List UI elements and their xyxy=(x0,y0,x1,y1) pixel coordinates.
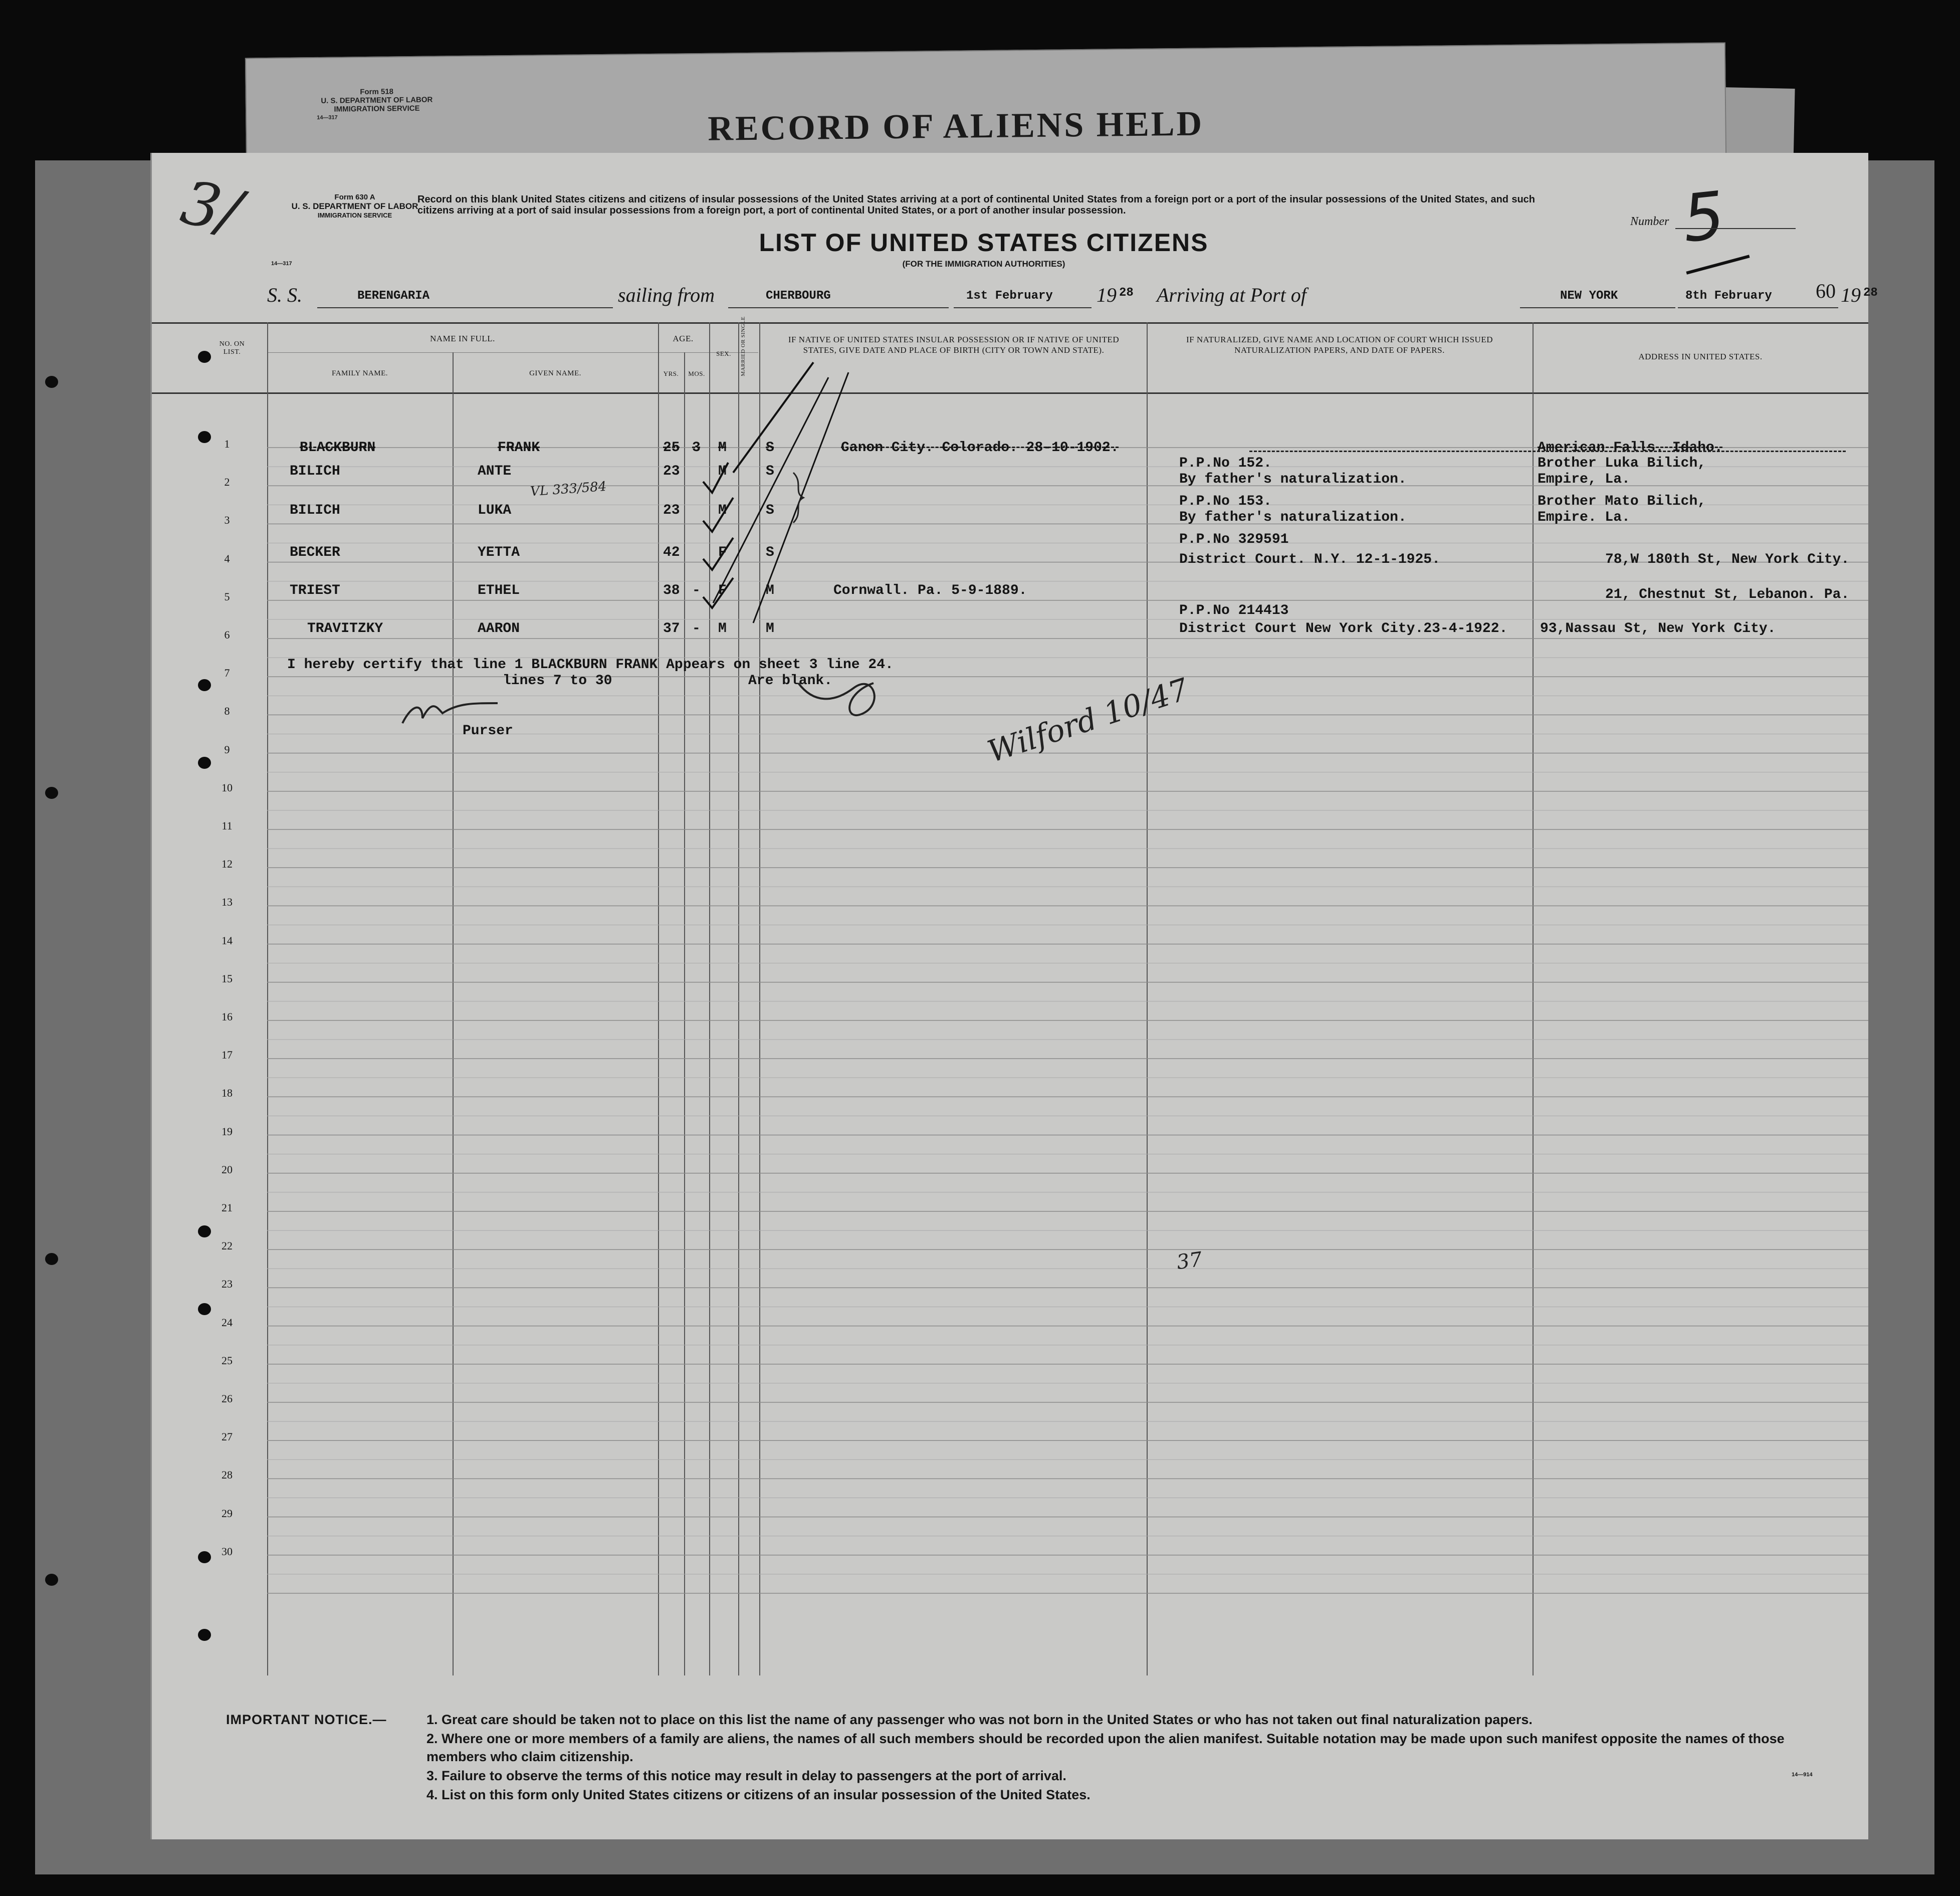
line-number: 23 xyxy=(222,1278,233,1291)
line-number: 19 xyxy=(222,1125,233,1138)
purser-label: Purser xyxy=(463,723,513,739)
page-title: LIST OF UNITED STATES CITIZENS xyxy=(759,229,1209,257)
address-line-1: 93,Nassau St, New York City. xyxy=(1540,621,1776,637)
pen-marks xyxy=(152,322,1868,823)
age-years: 23 xyxy=(663,503,680,518)
line-number: 22 xyxy=(222,1239,233,1252)
year-prefix-from: 19 xyxy=(1097,284,1117,306)
binder-hole xyxy=(198,757,211,769)
header-sex: SEX. xyxy=(716,350,731,357)
certification-line-2: lines 7 to 30 xyxy=(503,673,612,689)
printer-code-bottom: 14—914 xyxy=(1792,1772,1813,1778)
instructions-text: Record on this blank United States citizens and citizens of insular possessions of the United States arriving at a port of continental United States from a foreign port or a port of the insular possessions of the United States, and such citizens arriving at a port of said insular possessions from a foreign port, a port of continental United States, or a port of another insular possession. xyxy=(417,194,1535,216)
ship-underline xyxy=(317,307,613,308)
background-printer-code: 14—317 xyxy=(317,114,338,121)
arrival-date-underline xyxy=(1678,307,1838,308)
line-number: 5 xyxy=(224,590,230,603)
line-number: 18 xyxy=(222,1087,233,1100)
binder-hole xyxy=(198,1225,211,1237)
slash-mark xyxy=(713,377,828,603)
notice-item-2: 2. Where one or more members of a family are aliens, the names of all such members should be recorded upon the alien manifest. Suitable notation may be made upon such manifest opposite the names of those members who claim citizenship. xyxy=(426,1731,1785,1764)
given-name: FRANK xyxy=(498,440,540,456)
binder-hole xyxy=(45,1253,58,1265)
address-line-2: Empire. La. xyxy=(1538,510,1630,525)
notice-label: IMPORTANT NOTICE.— xyxy=(226,1712,387,1727)
line-number: 1 xyxy=(224,438,230,450)
age-months: - xyxy=(692,583,701,598)
check-mark xyxy=(703,498,733,532)
port-from-underline xyxy=(728,307,949,308)
line-number: 30 xyxy=(222,1545,233,1558)
background-form-block xyxy=(317,87,438,122)
naturalization-line-2: District Court. N.Y. 12-1-1925. xyxy=(1179,552,1440,567)
service: IMMIGRATION SERVICE xyxy=(317,212,392,219)
binder-hole xyxy=(198,351,211,363)
sex: M xyxy=(718,464,727,479)
given-name: YETTA xyxy=(478,545,520,560)
background-service: IMMIGRATION SERVICE xyxy=(334,104,420,114)
check-mark xyxy=(703,463,728,493)
line-number: 24 xyxy=(222,1316,233,1329)
line-number: 21 xyxy=(222,1201,233,1214)
sex: M xyxy=(718,503,727,518)
family-name: BILICH xyxy=(290,464,340,479)
line-number: 12 xyxy=(222,858,233,871)
address-line-1: American Falls. Idaho. xyxy=(1538,440,1723,456)
family-name: TRAVITZKY xyxy=(307,621,383,637)
marital-status: M xyxy=(766,583,774,598)
ss-label: S. S. xyxy=(267,284,302,306)
sailing-date: 1st February xyxy=(966,289,1053,303)
family-name: BILICH xyxy=(290,503,340,518)
ship-name: BERENGARIA xyxy=(357,289,430,303)
port-to-underline xyxy=(1520,307,1675,308)
page-subtitle: (FOR THE IMMIGRATION AUTHORITIES) xyxy=(902,259,1065,269)
stamp-code: VL 333/584 xyxy=(530,479,607,500)
printer-code-top: 14—317 xyxy=(271,261,292,267)
age-months: - xyxy=(692,621,701,637)
age-months: 3 xyxy=(692,440,701,456)
line-number: 6 xyxy=(224,628,230,641)
birth-info: Cornwall. Pa. 5-9-1889. xyxy=(833,583,1027,598)
line-number: 29 xyxy=(222,1507,233,1520)
line-number: 10 xyxy=(222,781,233,794)
line-number: 26 xyxy=(222,1392,233,1405)
family-name: BLACKBURN xyxy=(300,440,376,456)
sailing-from-label: sailing from xyxy=(618,284,715,306)
certification-line-2b: Are blank. xyxy=(748,673,833,689)
header-name-in-full: NAME IN FULL. xyxy=(430,334,495,343)
binder-hole xyxy=(198,431,211,443)
family-name: TRIEST xyxy=(290,583,340,598)
year-from: 28 xyxy=(1119,286,1134,300)
line-number: 14 xyxy=(222,934,233,947)
marital-status: S xyxy=(766,440,774,456)
address-line-1: 21, Chestnut St, Lebanon. Pa. xyxy=(1605,587,1850,602)
address-line-1: Brother Luka Bilich, xyxy=(1538,456,1706,471)
certification-line-1: I hereby certify that line 1 BLACKBURN FRANK Appears on sheet 3 line 24. xyxy=(287,657,894,673)
header-family-name: FAMILY NAME. xyxy=(332,369,388,377)
year-prefix-to: 19 xyxy=(1841,284,1861,306)
background-title: RECORD OF ALIENS HELD xyxy=(708,104,1204,148)
sheet-number: 60 xyxy=(1816,280,1836,302)
background-sheet xyxy=(245,43,1726,170)
header-given-name: GIVEN NAME. xyxy=(529,369,581,377)
header-native: IF NATIVE OF UNITED STATES INSULAR POSSESSION OR IF NATIVE OF UNITED STATES, GIVE DATE AND PLACE OF BIRTH (CITY OR TOWN AND STATE). xyxy=(788,335,1120,355)
age-years: 37 xyxy=(663,621,680,637)
naturalization-line-1: P.P.No 153. xyxy=(1179,494,1272,509)
marital-status: S xyxy=(766,545,774,560)
voyage-row xyxy=(267,283,1878,313)
sailing-date-underline xyxy=(954,307,1092,308)
line-number: 20 xyxy=(222,1163,233,1176)
page-37-mark: 37 xyxy=(1175,1247,1204,1275)
line-number: 4 xyxy=(224,552,230,565)
line-number: 8 xyxy=(224,705,230,718)
flourish xyxy=(798,683,875,715)
line-number: 11 xyxy=(222,819,233,832)
naturalization-line-1: P.P.No 329591 xyxy=(1179,532,1289,547)
pen-dash-mark xyxy=(1686,255,1750,274)
age-years: 42 xyxy=(663,545,680,560)
department: U. S. DEPARTMENT OF LABOR xyxy=(291,201,418,211)
line-number: 16 xyxy=(222,1010,233,1023)
line-number: 17 xyxy=(222,1048,233,1062)
notice-item-3: 3. Failure to observe the terms of this notice may result in delay to passengers at the port of arrival. xyxy=(426,1768,1066,1783)
age-years: 23 xyxy=(663,464,680,479)
binder-hole xyxy=(198,1551,211,1563)
naturalization-line-2: By father's naturalization. xyxy=(1179,472,1407,487)
header-mos: MOS. xyxy=(688,370,705,377)
naturalization-line-1: P.P.No 152. xyxy=(1179,456,1272,471)
sex: M xyxy=(718,621,727,637)
header-yrs: YRS. xyxy=(663,370,679,377)
sex: F xyxy=(718,545,727,560)
line-number: 28 xyxy=(222,1468,233,1482)
number-value: 5 xyxy=(1679,177,1728,257)
sex: F xyxy=(718,583,727,598)
header-no-on-list: NO. ON LIST. xyxy=(219,340,245,356)
binder-hole xyxy=(45,1574,58,1586)
birth-info: Canon City. Colorado. 28-10-1902. xyxy=(841,440,1119,456)
line-number: 9 xyxy=(224,743,230,756)
given-name: LUKA xyxy=(478,503,512,518)
form-block xyxy=(272,193,438,220)
scrawl-annotation: Wilford 10/47 xyxy=(983,672,1193,770)
background-department: U. S. DEPARTMENT OF LABOR xyxy=(321,95,433,105)
passenger-entries xyxy=(152,322,1868,1675)
naturalization-line-1: P.P.No 214413 xyxy=(1179,603,1289,618)
notice-item-4: 4. List on this form only United States citizens or citizens of an insular possession of the United States. xyxy=(426,1787,1091,1802)
given-name: ETHEL xyxy=(478,583,520,598)
address-line-2: Empire, La. xyxy=(1538,472,1630,487)
header-married-single: MARRIED OR SINGLE xyxy=(740,316,746,376)
address-line-1: 78,W 180th St, New York City. xyxy=(1605,552,1850,567)
line-number: 2 xyxy=(224,476,230,489)
binder-hole xyxy=(45,376,58,388)
port-to: NEW YORK xyxy=(1560,289,1618,303)
binder-hole xyxy=(198,679,211,691)
arrival-date: 8th February xyxy=(1685,289,1772,303)
notice-item-1: 1. Great care should be taken not to place on this list the name of any passenger who was not born in the United States or who has not taken out final naturalization papers. xyxy=(426,1712,1533,1727)
line-number: 15 xyxy=(222,972,233,985)
header-age: AGE. xyxy=(673,334,694,343)
header-naturalized: IF NATURALIZED, GIVE NAME AND LOCATION OF COURT WHICH ISSUED NATURALIZATION PAPERS, AND DATE OF PAPERS. xyxy=(1186,335,1493,355)
marital-status: M xyxy=(766,621,774,637)
address-line-1: Brother Mato Bilich, xyxy=(1538,494,1706,509)
given-name: ANTE xyxy=(478,464,512,479)
header-address: ADDRESS IN UNITED STATES. xyxy=(1638,352,1763,361)
sex: M xyxy=(718,440,727,456)
check-mark xyxy=(703,538,733,570)
line-number: 27 xyxy=(222,1430,233,1443)
binder-hole xyxy=(198,1303,211,1315)
number-label: Number xyxy=(1630,215,1669,228)
number-underline xyxy=(1675,228,1796,229)
age-years: 38 xyxy=(663,583,680,598)
line-number: 3 xyxy=(224,514,230,527)
marital-status: S xyxy=(766,464,774,479)
port-from: CHERBOURG xyxy=(766,289,831,303)
year-to: 28 xyxy=(1863,286,1878,300)
binder-hole xyxy=(198,1629,211,1641)
age-years: 25 xyxy=(663,440,680,456)
naturalization-line-2: District Court New York City.23-4-1922. xyxy=(1179,621,1508,637)
family-name: BECKER xyxy=(290,545,340,560)
signature xyxy=(402,703,498,723)
marital-status: S xyxy=(766,503,774,518)
manifest-page xyxy=(150,153,1878,1839)
given-name: AARON xyxy=(478,621,520,637)
arriving-label: Arriving at Port of xyxy=(1157,284,1306,306)
line-number: 7 xyxy=(224,667,230,680)
line-number: 25 xyxy=(222,1354,233,1367)
corner-mark: 3/ xyxy=(175,167,247,248)
line-number: 13 xyxy=(222,896,233,909)
naturalization-line-2: By father's naturalization. xyxy=(1179,510,1407,525)
slash-mark xyxy=(733,362,813,473)
form-number: Form 630 A xyxy=(334,193,375,201)
background-form-number: Form 518 xyxy=(360,87,394,97)
binder-hole xyxy=(45,787,58,799)
